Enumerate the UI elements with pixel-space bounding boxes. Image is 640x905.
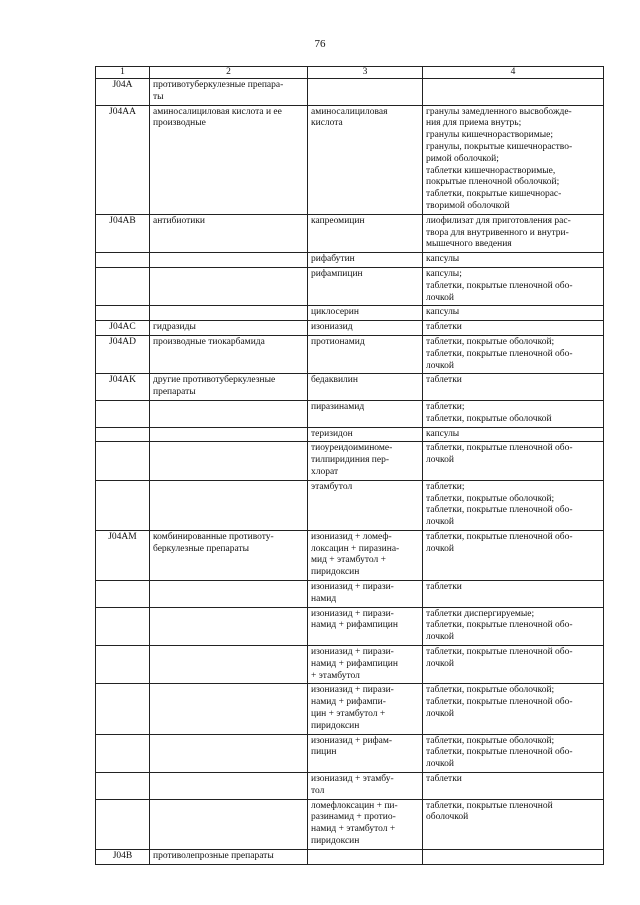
atc-code-cell (96, 400, 150, 427)
drug-name-cell: капреомицин (308, 214, 423, 252)
dosage-form-cell: капсулы (423, 427, 604, 442)
table-row (96, 306, 604, 321)
atc-code-cell (96, 427, 150, 442)
drug-name-cell: протионамид (308, 335, 423, 373)
dosage-form-cell: гранулы замедленного высвобожде- ния для приема внутрь; гранулы кишечнорастворимые; гранулы, покрытые кишечнораство- римой оболочкой; таблетки кишечнорастворимые, покрытые пленочной оболочкой; таблетки, покрытые кишечнорас- творимой оболочкой (423, 105, 604, 214)
atc-code-cell (96, 607, 150, 645)
dosage-form-cell: таблетки диспергируемые; таблетки, покрытые пленочной обо- лочкой (423, 607, 604, 645)
dosage-form-cell: таблетки (423, 773, 604, 800)
dosage-form-cell: таблетки, покрытые оболочкой; таблетки, покрытые пленочной обо- лочкой (423, 734, 604, 772)
header-cell: 1 (96, 67, 150, 79)
group-name-cell (150, 253, 308, 268)
drug-name-cell: тиоуреидоиминоме- тилпиридиния пер- хлорат (308, 442, 423, 480)
table-row (96, 321, 604, 336)
table-row (96, 442, 604, 480)
group-name-cell: противолепрозные препараты (150, 849, 308, 864)
group-name-cell (150, 581, 308, 608)
table-row (96, 773, 604, 800)
drug-name-cell: изониазид + пирази- намид + рифампи- цин + этамбутол + пиридоксин (308, 684, 423, 734)
drug-name-cell: изониазид + пирази- намид + рифампицин (308, 607, 423, 645)
group-name-cell (150, 799, 308, 849)
atc-code-cell: J04B (96, 849, 150, 864)
atc-code-cell (96, 442, 150, 480)
dosage-form-cell: таблетки; таблетки, покрытые оболочкой; таблетки, покрытые пленочной обо- лочкой (423, 480, 604, 530)
dosage-form-cell: таблетки, покрытые пленочной оболочкой (423, 799, 604, 849)
group-name-cell (150, 684, 308, 734)
group-name-cell: другие противотуберкулезные препараты (150, 374, 308, 401)
header-cell: 2 (150, 67, 308, 79)
atc-code-cell (96, 684, 150, 734)
drug-name-cell: изониазид + этамбу- тол (308, 773, 423, 800)
atc-code-cell (96, 646, 150, 684)
table-row (96, 607, 604, 645)
table-row (96, 267, 604, 305)
drug-name-cell: изониазид (308, 321, 423, 336)
group-name-cell (150, 400, 308, 427)
drug-name-cell: теризидон (308, 427, 423, 442)
atc-code-cell: J04AD (96, 335, 150, 373)
table-row (96, 684, 604, 734)
drug-name-cell: циклосерин (308, 306, 423, 321)
drug-name-cell: изониазид + рифам- пицин (308, 734, 423, 772)
dosage-form-cell: таблетки (423, 581, 604, 608)
dosage-form-cell: таблетки; таблетки, покрытые оболочкой (423, 400, 604, 427)
table-row (96, 105, 604, 214)
drug-name-cell: этамбутол (308, 480, 423, 530)
page-number: 76 (314, 38, 326, 50)
drug-name-cell: рифампицин (308, 267, 423, 305)
dosage-form-cell: таблетки, покрытые пленочной обо- лочкой (423, 442, 604, 480)
group-name-cell: гидразиды (150, 321, 308, 336)
atc-code-cell (96, 734, 150, 772)
dosage-form-cell: капсулы (423, 306, 604, 321)
dosage-form-cell: таблетки, покрытые пленочной обо- лочкой (423, 646, 604, 684)
atc-code-cell: J04AK (96, 374, 150, 401)
table-row (96, 646, 604, 684)
table-row (96, 427, 604, 442)
table-row (96, 374, 604, 401)
group-name-cell (150, 773, 308, 800)
atc-code-cell (96, 799, 150, 849)
dosage-form-cell: таблетки (423, 374, 604, 401)
dosage-form-cell: таблетки (423, 321, 604, 336)
group-name-cell (150, 607, 308, 645)
drug-name-cell: изониазид + пирази- намид + рифампицин + этамбутол (308, 646, 423, 684)
atc-code-cell: J04AA (96, 105, 150, 214)
atc-code-cell (96, 773, 150, 800)
table-row (96, 79, 604, 106)
atc-code-cell (96, 267, 150, 305)
header-cell: 4 (423, 67, 604, 79)
dosage-form-cell: капсулы (423, 253, 604, 268)
drug-name-cell: бедаквилин (308, 374, 423, 401)
group-name-cell: антибиотики (150, 214, 308, 252)
dosage-form-cell: капсулы; таблетки, покрытые пленочной обо- лочкой (423, 267, 604, 305)
group-name-cell: производные тиокарбамида (150, 335, 308, 373)
table-row (96, 214, 604, 252)
header-row (96, 67, 604, 79)
drug-name-cell: аминосалициловая кислота (308, 105, 423, 214)
table-row (96, 530, 604, 580)
atc-code-cell (96, 480, 150, 530)
table-row (96, 253, 604, 268)
drug-name-cell: рифабутин (308, 253, 423, 268)
atc-code-cell: J04AM (96, 530, 150, 580)
group-name-cell (150, 267, 308, 305)
table-row (96, 480, 604, 530)
drug-name-cell: пиразинамид (308, 400, 423, 427)
table-row (96, 799, 604, 849)
group-name-cell (150, 427, 308, 442)
group-name-cell (150, 646, 308, 684)
drug-name-cell (308, 79, 423, 106)
table-row (96, 335, 604, 373)
dosage-form-cell (423, 79, 604, 106)
header-cell: 3 (308, 67, 423, 79)
atc-code-cell (96, 306, 150, 321)
atc-code-cell (96, 581, 150, 608)
group-name-cell (150, 480, 308, 530)
table-row (96, 734, 604, 772)
table-row (96, 581, 604, 608)
drug-name-cell (308, 849, 423, 864)
group-name-cell (150, 442, 308, 480)
atc-code-cell: J04AB (96, 214, 150, 252)
dosage-form-cell: таблетки, покрытые оболочкой; таблетки, покрытые пленочной обо- лочкой (423, 684, 604, 734)
drug-name-cell: изониазид + пирази- намид (308, 581, 423, 608)
drug-name-cell: ломефлоксацин + пи- разинамид + протио- намид + этамбутол + пиридоксин (308, 799, 423, 849)
dosage-form-cell: таблетки, покрытые оболочкой; таблетки, покрытые пленочной обо- лочкой (423, 335, 604, 373)
atc-code-cell: J04AC (96, 321, 150, 336)
group-name-cell (150, 306, 308, 321)
group-name-cell: комбинированные противоту- беркулезные препараты (150, 530, 308, 580)
group-name-cell: аминосалициловая кислота и ее производные (150, 105, 308, 214)
group-name-cell: противотуберкулезные препара- ты (150, 79, 308, 106)
atc-code-cell (96, 253, 150, 268)
drug-name-cell: изониазид + ломеф- локсацин + пиразина- мид + этамбутол + пиридоксин (308, 530, 423, 580)
table-row (96, 400, 604, 427)
dosage-form-cell: таблетки, покрытые пленочной обо- лочкой (423, 530, 604, 580)
atc-code-cell: J04A (96, 79, 150, 106)
dosage-form-cell: лиофилизат для приготовления рас- твора для внутривенного и внутри- мышечного введения (423, 214, 604, 252)
dosage-form-cell (423, 849, 604, 864)
medication-table (95, 66, 604, 865)
table-row (96, 849, 604, 864)
group-name-cell (150, 734, 308, 772)
